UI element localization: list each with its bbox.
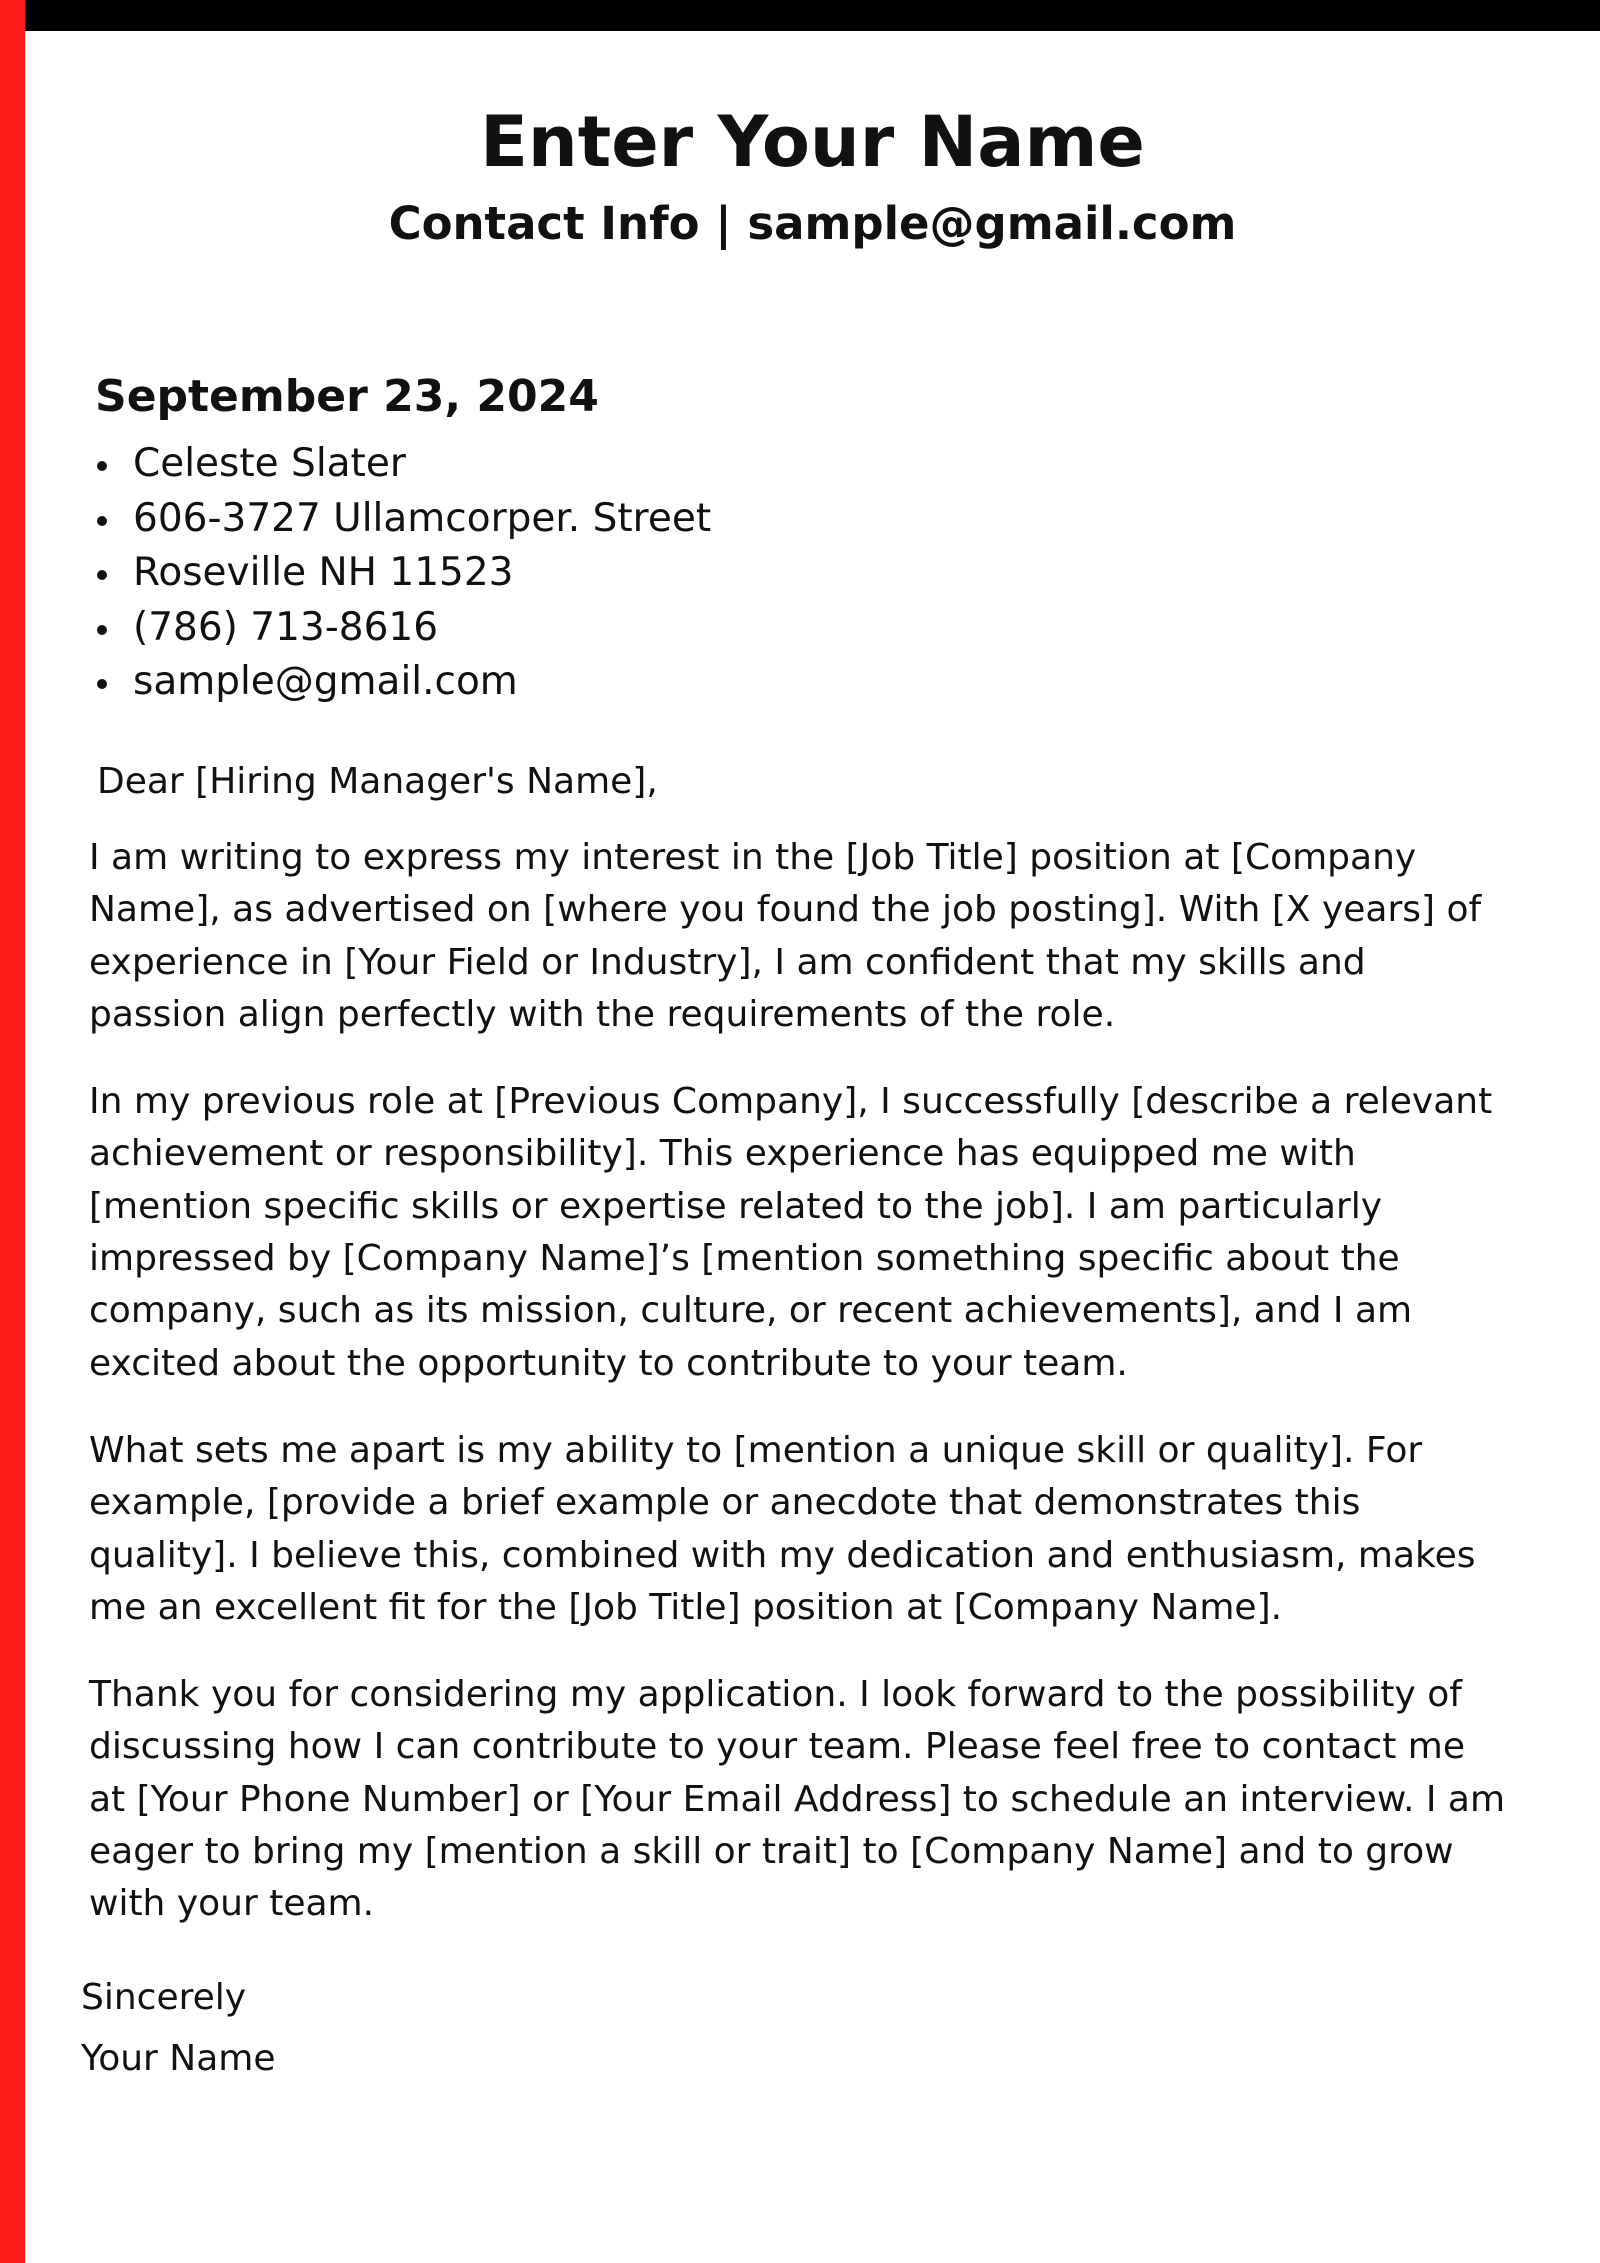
- left-red-stripe: [0, 0, 25, 2263]
- top-black-bar: [0, 0, 1600, 31]
- recipient-city: Roseville NH 11523: [133, 546, 711, 601]
- letter-closing: [81, 1967, 276, 2089]
- body-paragraph-strengths: What sets me apart is my ability to [mention a unique skill or quality]. For example, [provide a brief example or anecdote that demonstrates this quality]. I believe this, combined with my dedication and enthusiasm, makes me an excellent fit for the [Job Title] position at [Company Name].: [89, 1429, 1476, 1628]
- sender-contact: Contact Info | sample@gmail.com: [388, 197, 1237, 250]
- letter-date: September 23, 2024: [95, 371, 599, 422]
- closing-phrase: Sincerely: [81, 1977, 247, 2018]
- body-paragraph-experience: In my previous role at [Previous Company], I successfully [describe a relevant achievement or responsibility]. This experience has equipped me with [mention specific skills or expertise related to the job]. I am particularly impressed by [Company Name]’s [mention something specific about the company, such as its mission, culture, or recent achievements], and I am excited about the opportunity to contribute to your team.: [89, 1081, 1493, 1384]
- salutation: Dear [Hiring Manager's Name],: [97, 761, 658, 802]
- signature-name: Your Name: [81, 2038, 276, 2079]
- recipient-email: sample@gmail.com: [133, 655, 711, 710]
- recipient-phone: (786) 713-8616: [133, 601, 711, 656]
- sender-name: Enter Your Name: [480, 101, 1145, 183]
- letter-body: [89, 832, 1509, 1966]
- recipient-street: 606-3727 Ullamcorper. Street: [133, 492, 711, 547]
- letter-header: [25, 96, 1600, 256]
- body-paragraph-intro: I am writing to express my interest in the [Job Title] position at [Company Name], as advertised on [where you found the job posting]. With [X years] of experience in [Your Field or Industry], I am confident that my skills and passion align perfectly with the requirements of the role.: [89, 837, 1482, 1035]
- body-paragraph-closing: Thank you for considering my application. I look forward to the possibility of discussing how I can contribute to your team. Please feel free to contact me at [Your Phone Number] or [Your Email Address] to schedule an interview. I am eager to bring my [mention a skill or trait] to [Company Name] and to grow with your team.: [89, 1674, 1506, 1925]
- recipient-name: Celeste Slater: [133, 437, 711, 492]
- recipient-list: [93, 437, 711, 710]
